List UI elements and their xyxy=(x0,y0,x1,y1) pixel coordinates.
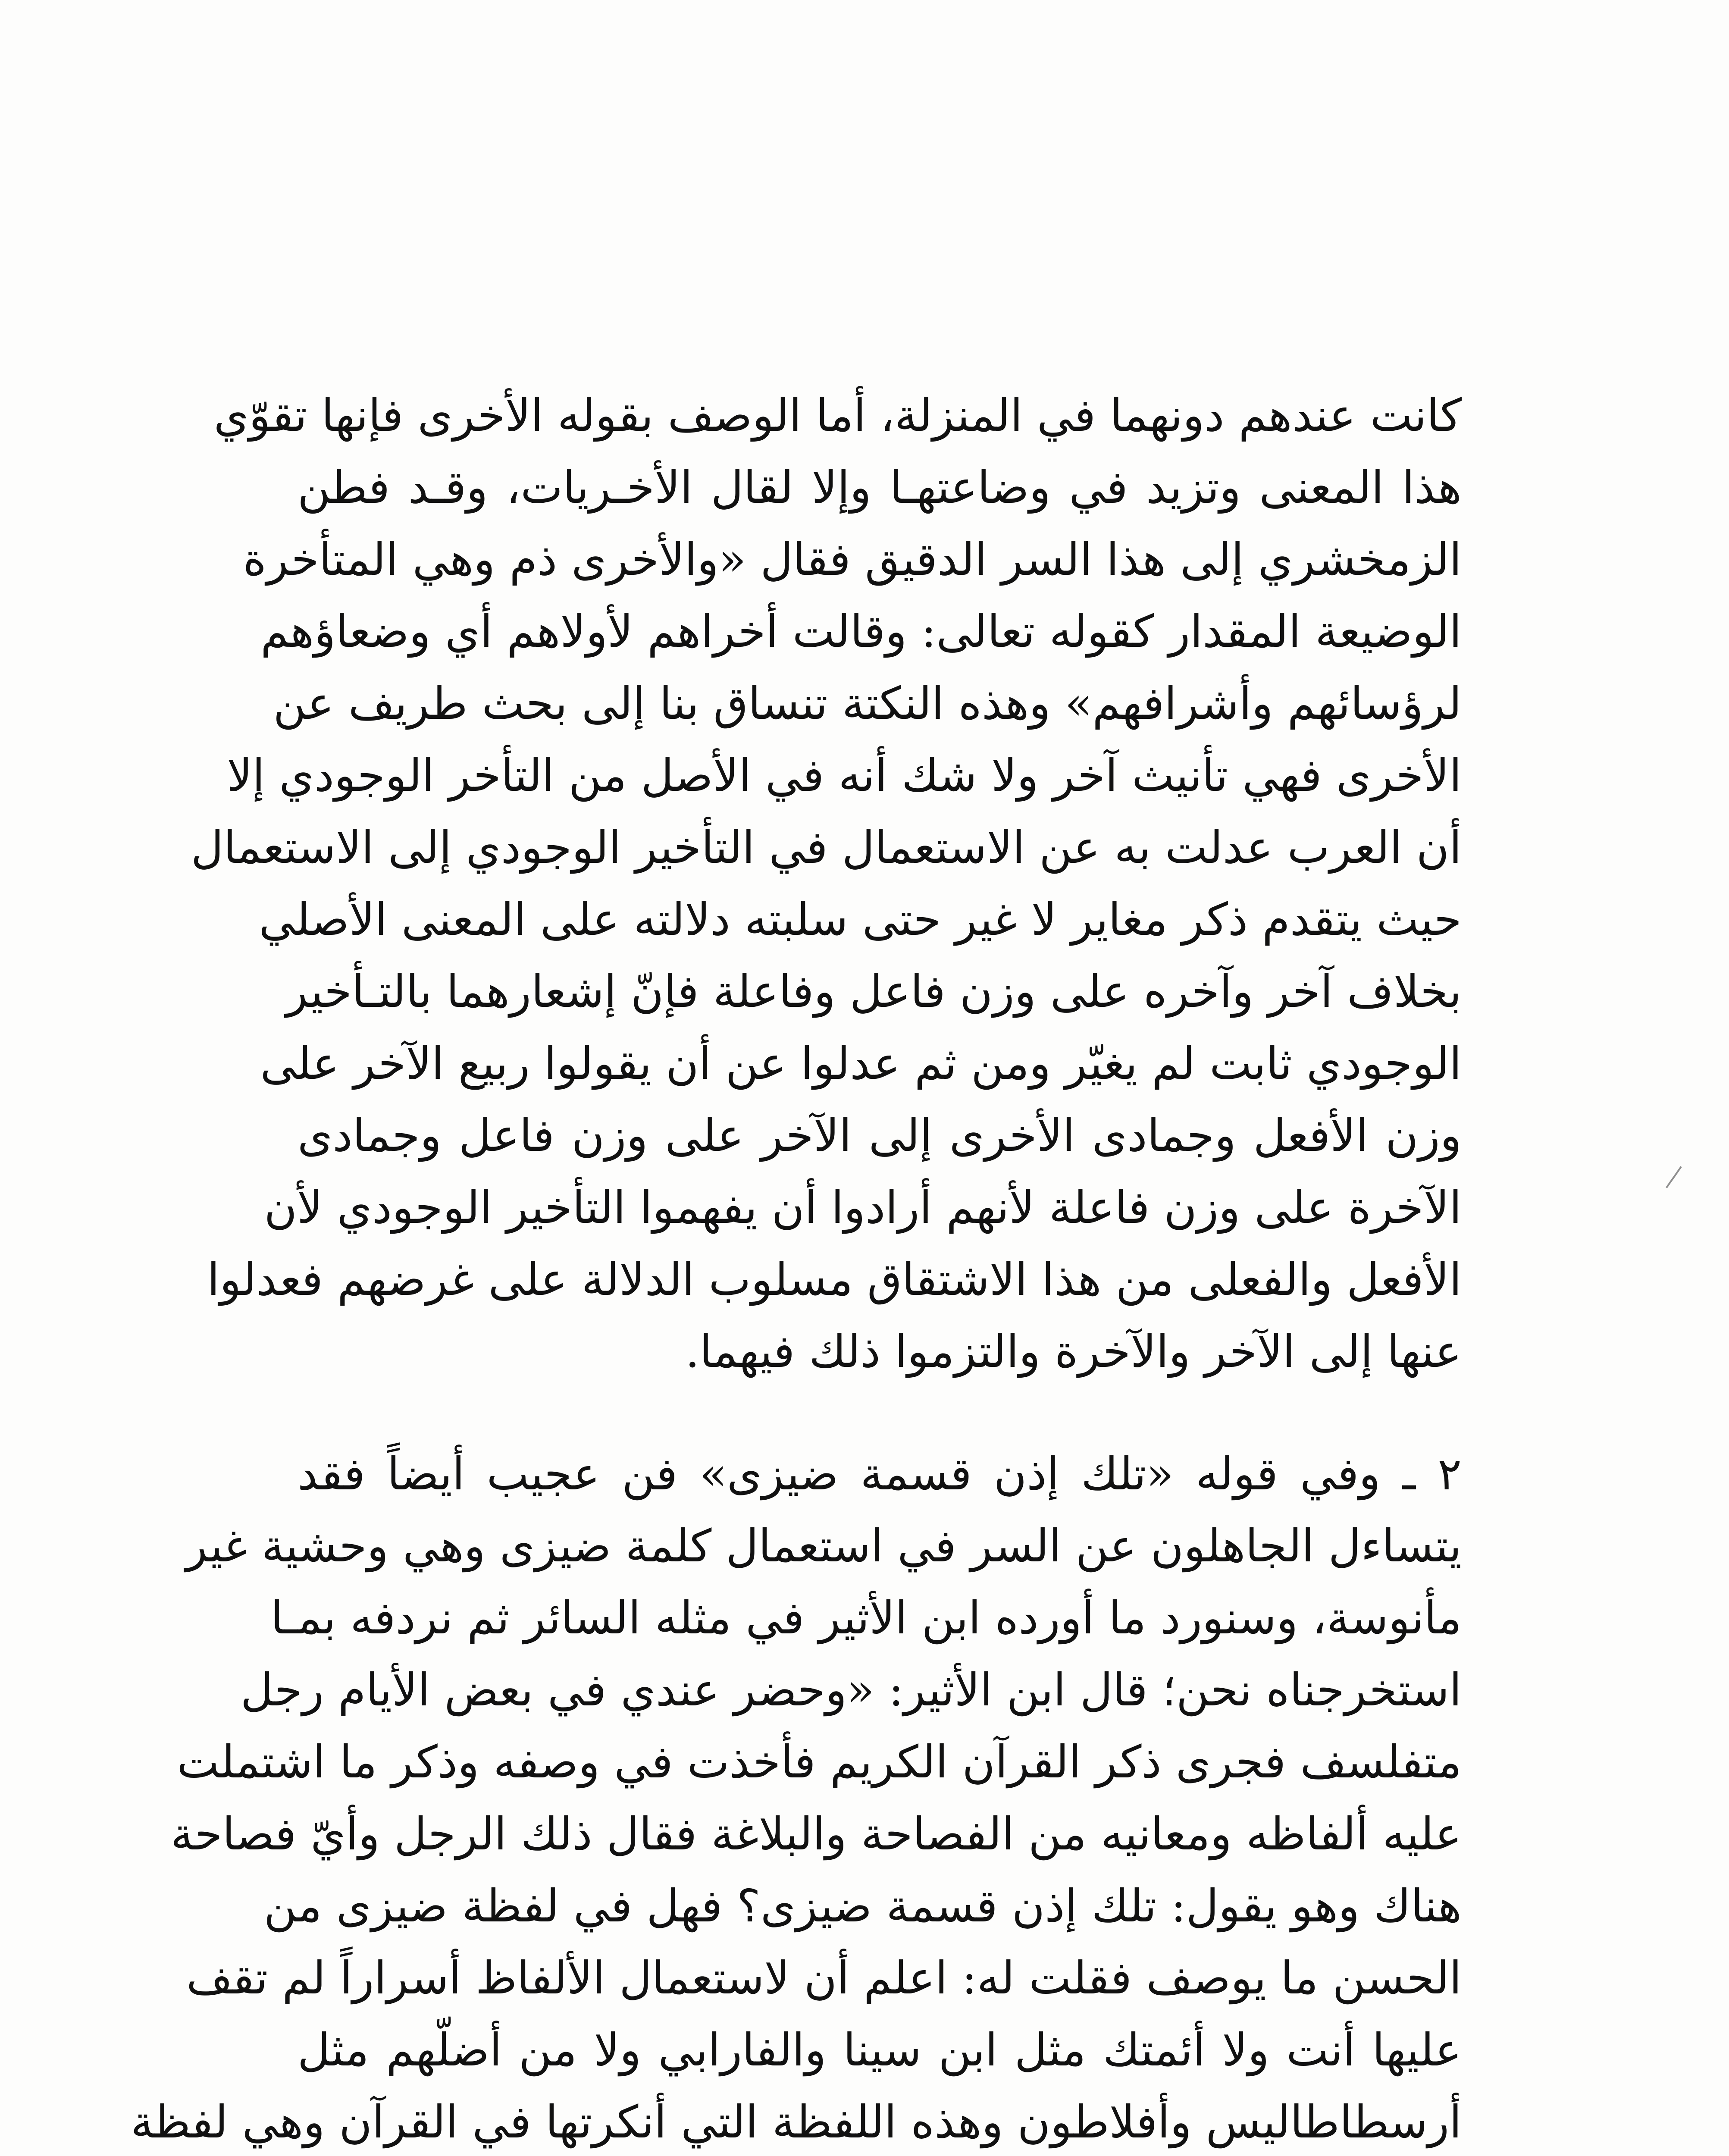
text-line: عنها إلى الآخر والآخرة والتزموا ذلك فيهما. xyxy=(685,1325,1462,1378)
text-line: الآخرة على وزن فاعلة لأنهم أرادوا أن يفهموا التأخير الوجودي لأن xyxy=(264,1181,1462,1234)
text-line: كانت عندهم دونهما في المنزلة، أما الوصف بقوله الأخرى فإنها تقوّي xyxy=(213,389,1462,442)
text-line: بخلاف آخر وآخره على وزن فاعل وفاعلة فإنّ إشعارهما بالتـأخير xyxy=(286,965,1462,1018)
text-line: يتساءل الجاهلون عن السر في استعمال كلمة ضيزى وهي وحشية غير xyxy=(185,1520,1462,1572)
text-line: هناك وهو يقول: تلك إذن قسمة ضيزى؟ فهل في لفظة ضيزى من xyxy=(263,1880,1462,1932)
text-line: الأفعل والفعلى من هذا الاشتقاق مسلوب الدلالة على غرضهم فعدلوا xyxy=(207,1253,1462,1306)
text-line: الحسن ما يوصف فقلت له: اعلم أن لاستعمال الألفاظ أسراراً لم تقف xyxy=(186,1952,1462,2004)
text-line: متفلسف فجرى ذكر القرآن الكريم فأخذت في وصفه وذكر ما اشتملت xyxy=(177,1736,1462,1788)
text-line: الوضيعة المقدار كقوله تعالى: وقالت أخراهم لأولاهم أي وضعاؤهم xyxy=(260,605,1462,658)
text-line: وزن الأفعل وجمادى الأخرى إلى الآخر على وزن فاعل وجمادى xyxy=(298,1109,1462,1162)
margin-pencil-mark xyxy=(1666,1166,1682,1188)
text-line: حيث يتقدم ذكر مغاير لا غير حتى سلبته دلالته على المعنى الأصلي xyxy=(259,893,1462,946)
text-line: عليه ألفاظه ومعانيه من الفصاحة والبلاغة فقال ذلك الرجل وأيّ فصاحة xyxy=(170,1808,1462,1860)
text-line: مأنوسة، وسنورد ما أورده ابن الأثير في مثله السائر ثم نردفه بمـا xyxy=(270,1592,1462,1644)
text-line: الزمخشري إلى هذا السر الدقيق فقال «والأخرى ذم وهي المتأخرة xyxy=(243,533,1462,586)
text-line: استخرجناه نحن؛ قال ابن الأثير: «وحضر عندي في بعض الأيام رجل xyxy=(240,1664,1462,1716)
text-line: الأخرى فهي تأنيث آخر ولا شك أنه في الأصل من التأخر الوجودي إلا xyxy=(226,749,1462,802)
text-line: أرسطاطاليس وأفلاطون وهذه اللفظة التي أنكرتها في القرآن وهي لفظة xyxy=(131,2096,1462,2148)
text-line: الوجودي ثابت لم يغيّر ومن ثم عدلوا عن أن يقولوا ربيع الآخر على xyxy=(260,1037,1462,1090)
text-line: عليها أنت ولا أئمتك مثل ابن سينا والفارابي ولا من أضلّهم مثل xyxy=(298,2024,1462,2076)
text-line: أن العرب عدلت به عن الاستعمال في التأخير الوجودي إلى الاستعمال xyxy=(191,821,1462,874)
text-line: هذا المعنى وتزيد في وضاعتهـا وإلا لقال الأخـريات، وقـد فطن xyxy=(298,461,1462,514)
paragraph-1 xyxy=(191,379,1462,1388)
paragraph-2 xyxy=(131,1438,1462,2156)
text-line: لرؤسائهم وأشرافهم» وهذه النكتة تنساق بنا إلى بحث طريف عن xyxy=(273,677,1462,730)
text-line: ٢ ـ وفي قوله «تلك إذن قسمة ضيزى» فن عجيب أيضاً فقد xyxy=(298,1448,1462,1500)
